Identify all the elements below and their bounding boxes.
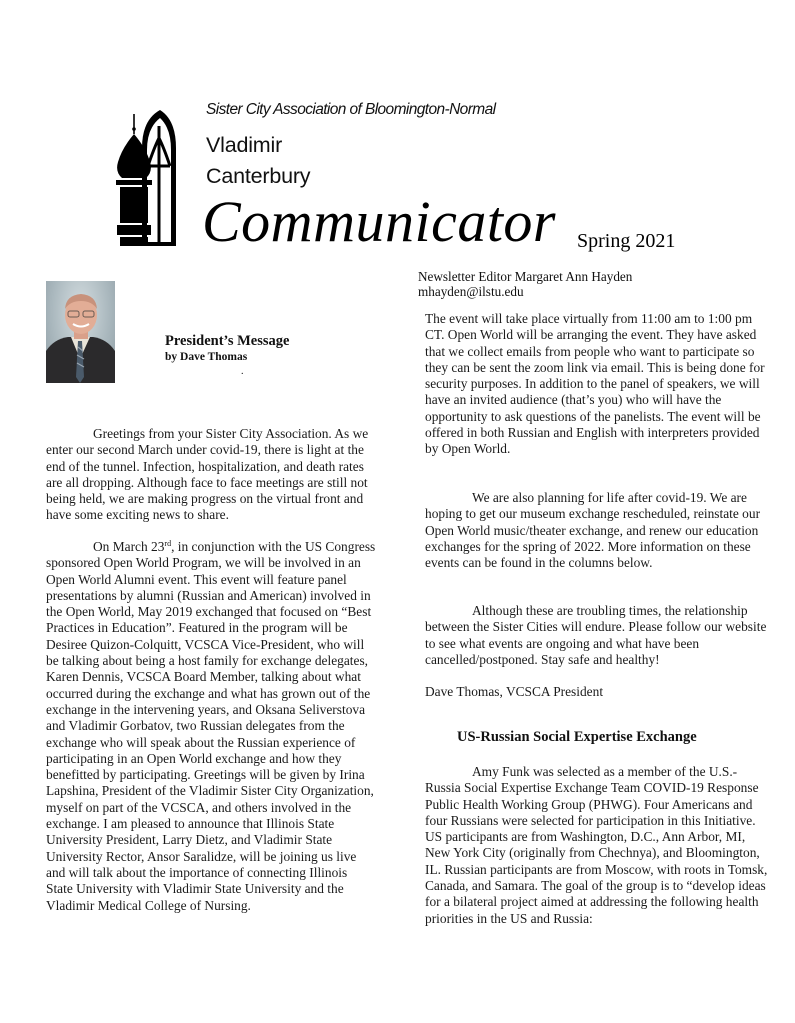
exchange-article-heading: US-Russian Social Expertise Exchange (457, 729, 697, 745)
sister-city-canterbury: Canterbury (206, 164, 311, 188)
organization-name: Sister City Association of Bloomington-Normal (206, 101, 496, 118)
greetings-paragraph: Greetings from your Sister City Association. As we enter our second March under covid-19, there is light at the end of the tunnel. Infection, hospitalization, and death rates are all dropping. Although face to face meetings are still not being held, we are making progress on the virtual front and have some exciting news to share. (46, 426, 369, 523)
sister-city-vladimir: Vladimir (206, 133, 283, 157)
exchange-article-body (425, 764, 771, 927)
right-column-signature (425, 684, 771, 700)
presidents-message-byline: by Dave Thomas (165, 351, 248, 363)
onion-dome-and-gothic-arch-icon (112, 108, 176, 248)
exchange-article-paragraph: Amy Funk was selected as a member of the U.S.-Russia Social Expertise Exchange Team COVID-19 Response Public Health Working Group (PHWG). Four Americans and four Russians were selected for participation in this Initiative. US participants are from Washington, D.C., Ann Arbor, MI, New York City (originally from Chechnya), and Bloomington, IL. Russian participants are from Moscow, with roots in Tomsk, Canada, and Samara. The goal of the group is to “develop ideas for a bilateral project aimed at addressing the following health priorities in the US and Russia: (425, 764, 768, 926)
date-text: On March 23 (93, 539, 165, 554)
left-column-paragraph-2 (46, 539, 376, 914)
right-column-paragraph-3 (425, 603, 771, 668)
left-column-paragraph-1 (46, 426, 376, 524)
future-plans-paragraph: We are also planning for life after covid-19. We are hoping to get our museum exchange rescheduled, reinstate our Open World music/theater exchange, and renew our education exchanges for the spring of 2022. More information on these events can be found in the columns below. (425, 490, 761, 571)
right-column-paragraph-1 (425, 311, 771, 458)
editor-info (418, 269, 632, 299)
editor-name: Newsletter Editor Margaret Ann Hayden (418, 269, 633, 284)
edition-label: Spring 2021 (577, 230, 676, 252)
presidents-message-heading: President’s Message (165, 333, 290, 349)
decorative-dot: . (241, 366, 244, 377)
event-logistics-paragraph: The event will take place virtually from 11:00 am to 1:00 pm CT. Open World will be arranging the event. They have asked that we collect emails from people who want to participate so they can be sent the zoom link via email. This is being done for security purposes. In addition to the panel of speakers, we will have an invited audience (that’s you) who will have the opportunity to ask questions of the panelists. The event will be offered in both Russian and English with interpreters provided by Open World. (425, 311, 765, 457)
event-details-text: , in conjunction with the US Congress sponsored Open World Program, we will be involved in an Open World Alumni event. This event will feature panel presentations by alumni (Russian and American) involved in the Open World, May 2019 exchanged that focused on “Best Practices in Education”. Featured in the program will be Desiree Quizon-Colquitt, VCSCA Vice-President, who will be talking about being a host family for exchange delegates, Karen Dennis, VCSCA Board Member, talking about what occurred during the exchange and what has grown out of the exchange in the intervening years, and Oksana Seliverstova and Vladimir Gorbatov, two Russian delegates from the exchange who will speak about the Russian experience of participating in an Open World exchange and how they benefitted by participating. Greetings will be given by Irina Lapshina, President of the Vladimir Sister City Organization, myself on part of the VCSCA, and others involved in the exchange. I am pleased to announce that Illinois State University President, Larry Dietz, and Vladimir State University Rector, Ansor Saralidze, will be joining us live and will talk about the importance of connecting Illinois State University with Vladimir State University and the Vladimir Medical College of Nursing. (46, 539, 376, 913)
president-photo (46, 281, 115, 383)
newsletter-title: Communicator (202, 189, 556, 254)
ordinal-suffix: rd (164, 539, 172, 548)
editor-email[interactable]: mhayden@ilstu.edu (418, 284, 524, 299)
right-column-paragraph-2 (425, 490, 771, 571)
open-world-event-paragraph (46, 539, 376, 914)
president-signature: Dave Thomas, VCSCA President (425, 684, 604, 699)
closing-paragraph: Although these are troubling times, the relationship between the Sister Cities will endure. Please follow our website to see what events are ongoing and what have been cancelled/postponed. Stay safe and healthy! (425, 603, 767, 667)
